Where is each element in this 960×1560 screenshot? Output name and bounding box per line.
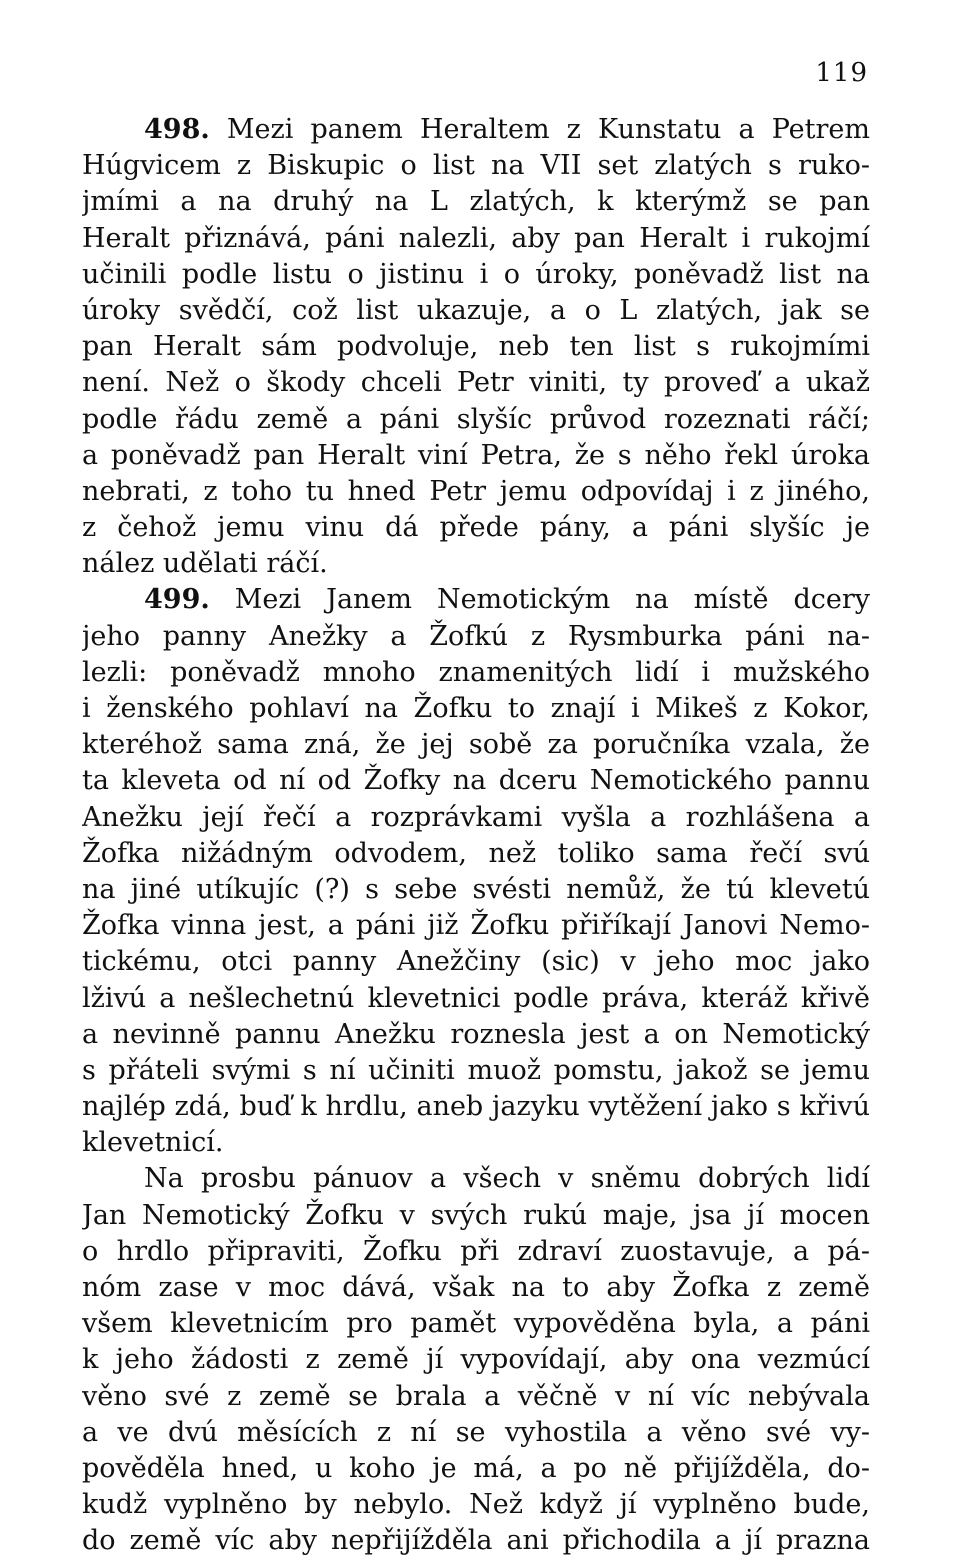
text-line [82,582,870,618]
text-line: Žofka vinna jest, a páni již Žofku přiříkají Janovi Nemo- [82,910,870,942]
text-line: jeho panny Anežky a Žofkú z Rysmburka páni na- [82,620,870,652]
text-line: není. Než o škody chceli Petr viniti, ty proveď a ukaž [82,367,870,399]
text-line: nebrati, z toho tu hned Petr jemu odpovídaj i z jiného, [82,475,870,507]
text-line: kteréhož sama zná, že jej sobě za poručníka vzala, že [82,729,870,761]
text-block [82,112,870,1560]
text-line: úroky svědčí, což list ukazuje, a o L zlatých, jak se [82,294,870,326]
text-line: ta kleveta od ní od Žofky na dceru Nemotického pannu [82,765,870,797]
text-line: k jeho žádosti z země jí vypovídají, aby ona vezmúcí [82,1344,870,1376]
text-line: učinili podle listu o jistinu i o úroky, poněvadž list na [82,258,870,290]
text-line: kudž vyplněno by nebylo. Než když jí vyplněno bude, [82,1489,870,1521]
text-line: do země víc aby nepřijížděla ani přichodila a jí prazna [82,1525,870,1557]
text-line: nález udělati ráčí. [82,548,328,580]
text-line: podle řádu země a páni slyšíc průvod rozeznati ráčí; [82,403,870,435]
text-line: Heralt přiznává, páni nalezli, aby pan Heralt i rukojmí [82,222,870,254]
text-line: Anežku její řečí a rozprávkami vyšla a rozhlášena a [82,801,870,833]
text-line: jmími a na druhý na L zlatých, k kterýmž se pan [82,186,870,218]
paragraph-continuation [82,1161,870,1559]
text-line: pověděla hned, u koho je má, a po ně přijížděla, do- [82,1452,870,1484]
page-number: 119 [815,58,868,88]
text-line: a ve dvú měsících z ní se vyhostila a věno své vy- [82,1416,870,1448]
paragraph-number: 498. [144,114,210,145]
text-line: najlép zdá, buď k hrdlu, aneb jazyku vytěžení jako s křivú [82,1091,870,1123]
line-text: Mezi panem Heraltem z Kunstatu a Petrem [209,114,870,145]
text-line: z čehož jemu vinu dá přede pány, a páni slyšíc je [82,512,870,544]
text-line: pan Heralt sám podvoluje, neb ten list s rukojmími [82,331,870,363]
text-line: tickému, otci panny Anežčiny (sic) v jeho moc jako [82,946,870,978]
text-line: Žofka nižádným odvodem, než toliko sama řečí svú [82,837,870,869]
text-line: Jan Nemotický Žofku v svých rukú maje, jsa jí mocen [82,1199,870,1231]
text-line: lezli: poněvadž mnoho znamenitých lidí i mužského [82,656,870,688]
text-line: a nevinně pannu Anežku roznesla jest a on Nemotický [82,1018,870,1050]
text-line [82,112,870,148]
paragraph-499 [82,582,870,1161]
text-line: klevetnicí. [82,1127,224,1159]
text-line: lživú a nešlechetnú klevetnici podle práva, kteráž křivě [82,982,870,1014]
paragraph-number: 499. [144,584,210,616]
text-line: věno své z země se brala a věčně v ní víc nebývala [82,1380,870,1412]
text-line: všem klevetnicím pro pamět vypověděna byla, a páni [82,1308,870,1340]
text-line: o hrdlo připraviti, Žofku při zdraví zuostavuje, a pá- [82,1235,870,1267]
text-line: nóm zase v moc dává, však na to aby Žofka z země [82,1272,870,1303]
text-line: na jiné utíkujíc (?) s sebe svésti nemůž, že tú klevetú [82,873,870,905]
text-line: Húgvicem z Biskupic o list na VII set zlatých s ruko- [82,150,870,182]
line-text: Mezi Janem Nemotickým na místě dcery [209,584,870,616]
text-line: a poněvadž pan Heralt viní Petra, že s něho řekl úroka [82,439,870,471]
text-line: Na prosbu pánuov a všech v sněmu dobrých lidí [144,1163,870,1195]
text-line: s přáteli svými s ní učiniti muož pomstu, jakož se jemu [82,1054,870,1086]
paragraph-498 [82,112,870,582]
text-line: i ženského pohlaví na Žofku to znají i Mikeš z Kokor, [82,693,870,724]
